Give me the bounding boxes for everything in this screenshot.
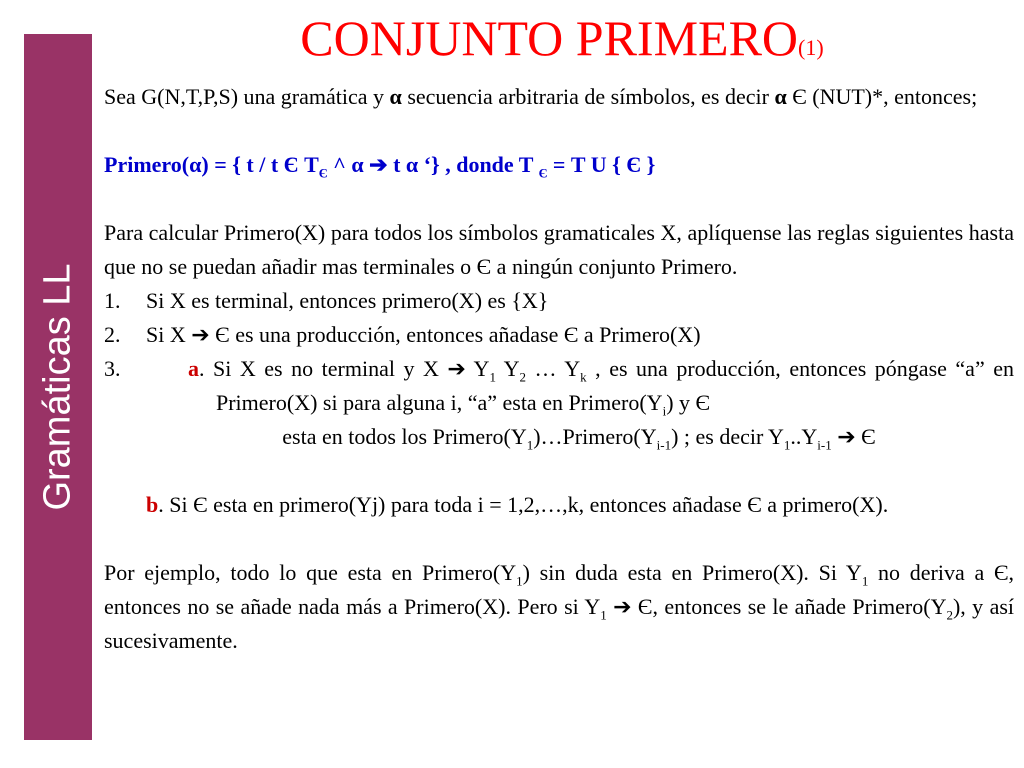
slide-content [104,80,1014,658]
rule-text: )…Primero(Y [533,424,657,449]
example-paragraph [104,556,1014,658]
sidebar-banner [24,34,92,740]
rule-text: , es una producción, entonces póngase “a” en Primero(X) si para alguna i, “a” esta en Primero(Y [216,356,1014,415]
rule-text: Y [495,356,520,381]
formula-subscript: Є [318,165,328,181]
rule-number: 3. [104,356,121,381]
subscript: 1 [783,437,791,453]
subscript: k [580,369,587,385]
subscript: 1 [861,573,869,589]
rule-3b-text [104,488,1014,522]
rule-2 [104,318,1014,352]
alpha-symbol: α [389,84,402,109]
subscript: 1 [489,369,496,385]
example-text: ), y así sucesivamente. [104,594,1015,653]
slide-title [0,8,1024,78]
rule-text: esta en todos los Primero(Y [282,424,527,449]
subscript: i-1 [656,437,672,453]
rule-number: 2. [104,322,121,347]
intro-paragraph [104,80,1014,114]
example-text: no deriva a Є, entonces no se añade nada más a Primero(X). Pero si Y [104,560,1014,619]
rule-text: . Si Є esta en primero(Yj) para toda i = 1,2,…,k, entonces añadase Є a primero(X). [158,492,889,517]
formula-text: Primero(α) = { t / t Є T [104,152,319,177]
example-text: Por ejemplo, todo lo que esta en Primero(Y [104,560,517,585]
example-text: ➔ Є, entonces se le añade Primero(Y [606,594,947,619]
rule-text: Si X es terminal, entonces primero(X) es {X} [146,288,549,313]
rule-3a-continuation [104,420,1014,454]
alpha-symbol: α [774,84,787,109]
formula-subscript: Є [538,165,548,181]
rule-text: . Si X es no terminal y X ➔ Y [199,356,490,381]
subscript: 2 [519,369,527,385]
rule-text: ➔ Є [831,424,876,449]
rule-text: Si X ➔ Є es una producción, entonces añadase Є a Primero(X) [146,322,701,347]
example-text: ) sin duda esta en Primero(X). Si Y [522,560,862,585]
subscript: i [662,403,667,419]
rule-number: 1. [104,288,121,313]
rule-3b-label: b [146,492,159,517]
rule-text: … Y [526,356,581,381]
subscript: 1 [516,573,523,589]
subscript: i-1 [817,437,832,453]
sidebar-label: Gramáticas LL [36,263,79,511]
rule-text: ..Y [790,424,818,449]
rule-1 [104,284,1014,318]
intro-text: Sea G(N,T,P,S) una gramática y [104,84,390,109]
subscript: 2 [946,607,953,623]
explanation-paragraph: Para calcular Primero(X) para todos los símbolos gramaticales X, aplíquense las reglas siguientes hasta que no se puedan añadir mas terminales o Є a ningún conjunto Primero. [104,220,1014,279]
subscript: 1 [526,437,534,453]
title-text: CONJUNTO PRIMERO [300,10,799,66]
rule-3a-label: a [188,356,199,381]
rule-3 [104,352,1014,420]
formula-text: ^ α ➔ t α ‘} , donde T [327,152,539,177]
intro-text: secuencia arbitraria de símbolos, es decir [401,84,775,109]
rule-3a-text [146,352,1014,420]
formula-line [104,148,1014,182]
subscript: 1 [600,607,607,623]
title-number: (1) [798,35,824,60]
rule-text: ) y Є [666,390,711,415]
formula-text: = T U { Є } [547,152,656,177]
rule-text: ) ; es decir Y [671,424,784,449]
intro-text: Є (NUT)*, entonces; [786,84,978,109]
